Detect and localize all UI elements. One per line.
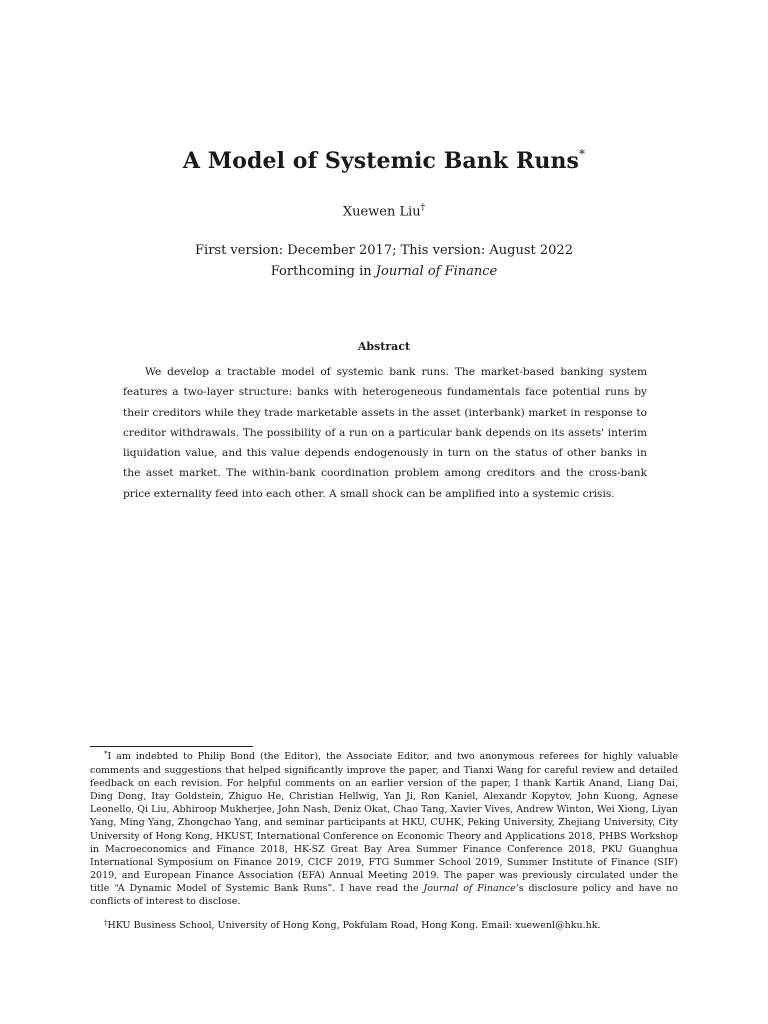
- footnote-rule: [90, 746, 253, 747]
- author-name: Xuewen Liu: [342, 204, 421, 220]
- footnote-mark: †: [104, 919, 108, 927]
- footnote-affiliation: [90, 919, 678, 933]
- abstract-body: We develop a tractable model of systemic bank runs. The market-based banking system features a two-layer structure: banks with heterogeneous fundamentals face potential runs by their creditors while they trade marketable assets in the asset (interbank) market in response to creditor withdrawals. The possibility of a run on a particular bank depends on its assets' interim liquidation value, and this value depends endogenously in turn on the status of other banks in the asset market. The within-bank coordination problem among creditors and the cross-bank price externality feed into each other. A small shock can be amplified into a systemic crisis.: [123, 366, 647, 500]
- footnote-mark: *: [104, 750, 108, 758]
- footnote-journal-name: Journal of Finance: [423, 882, 516, 894]
- forthcoming-line: [0, 264, 768, 279]
- journal-name: Journal of Finance: [375, 264, 498, 279]
- paper-title: [0, 148, 768, 174]
- footnote-text-end: ’s disclosure policy and have no conflicts of interest to disclose.: [90, 882, 678, 908]
- footnote-text: I am indebted to Philip Bond (the Editor), the Associate Editor, and two anonymous referees for highly valuable comments and suggestions that helped significantly improve the paper, and Tianxi Wang for careful review and detailed feedback on each revision. For helpful comments on an earlier version of the paper, I thank Kartik Anand, Liang Dai, Ding Dong, Itay Goldstein, Zhiguo He, Christian Hellwig, Yan Ji, Ron Kaniel, Alexandr Kopytov, John Kuong, Agnese Leonello, Qi Liu, Abhiroop Mukherjee, John Nash, Deniz Okat, Chao Tang, Xavier Vives, Andrew Winton, Wei Xiong, Liyan Yang, Ming Yang, Zhongchao Yang, and seminar participants at HKU, CUHK, Peking University, Zhejiang University, City University of Hong Kong, HKUST, International Conference on Economic Theory and Applications 2018, PHBS Workshop in Macroeconomics and Finance 2018, HK-SZ Great Bay Area Summer Finance Conference 2018, PKU Guanghua International Symposium on Finance 2019, CICF 2019, FTG Summer School 2019, Summer Institute of Finance (SIF) 2019, and European Finance Association (EFA) Annual Meeting 2019. The paper was previously circulated under the title “A Dynamic Model of Systemic Bank Runs”. I have read the: [90, 751, 678, 894]
- title-footnote-mark: *: [579, 146, 586, 161]
- affiliation-text: HKU Business School, University of Hong Kong, Pokfulam Road, Hong Kong. Email: xuewenl@hku.hk.: [107, 920, 601, 931]
- title-text: A Model of Systemic Bank Runs: [182, 148, 580, 174]
- author-footnote-mark: †: [420, 203, 426, 213]
- abstract-heading: Abstract: [357, 340, 411, 353]
- forthcoming-prefix: Forthcoming in: [270, 264, 376, 279]
- author-line: [0, 203, 768, 219]
- version-line: First version: December 2017; This version: August 2022: [195, 243, 573, 258]
- footnote-acknowledgements: [90, 750, 678, 908]
